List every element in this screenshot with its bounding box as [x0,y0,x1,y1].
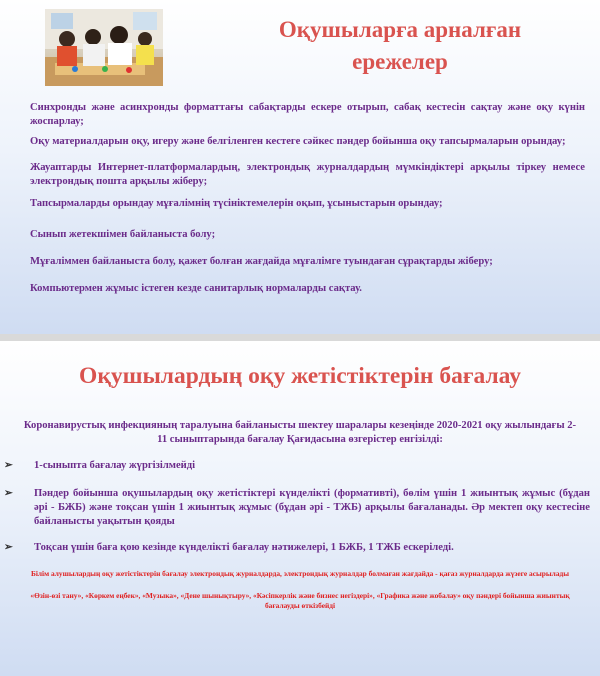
slide-assessment [0,341,600,676]
assessment-bullet: ➢ 1-сыныпта бағалау жүргізілмейді [4,460,196,471]
rule-item: Тапсырмаларды орындау мұғалімнің түсініктемелерін оқып, ұсыныстарын орындау; [30,198,443,209]
rule-item: Компьютермен жұмыс істеген кезде санитарлық нормаларды сақтау. [30,283,362,294]
rule-item: Синхронды және асинхронды форматтағы сабақтарды ескере отырып, сабақ кестесін сақтау және оқу күнін жоспарлау; [30,102,585,127]
arrow-bullet-icon: ➢ [4,460,13,471]
assessment-bullet: ➢ Тоқсан үшін баға қою кезінде күнделікті бағалау нәтижелері, 1 БЖБ, 1 ТЖБ ескеріледі. [4,542,454,553]
assessment-note: Білім алушылардың оқу жетістіктерін бағалау электрондық журналдарда, электрондық журналдар болмаған жағдайда - қағаз журналдарда жүзеге асырылады [30,569,570,578]
assessment-title: Оқушылардың оқу жетістіктерін бағалау [79,363,521,389]
rules-title: Оқушыларға арналған ережелер [278,17,522,74]
arrow-bullet-icon: ➢ [4,542,13,553]
rule-item: Мұғаліммен байланыста болу, қажет болған жағдайда мұғалімге туындаған сұрақтарды жіберу; [30,256,493,267]
rule-item: Сынып жетекшімен байланыста болу; [30,229,216,240]
assessment-bullet: ➢ Пәндер бойынша оқушылардың оқу жетістіктері күнделікті (формативті), бөлім үшін 1 жиынтық жұмыс (бұдан әрі - БЖБ) және тоқсан үшін 1 жиынтық жұмыс (бұдан әрі - ТЖБ) арқылы бағаланады. Әр мектеп оқу кестесіне байланысты уақытын қояды [4,488,590,527]
assessment-note: «Өзін-өзі тану», «Көркем еңбек», «Музыка», «Дене шынықтыру», «Кәсіпкерлік және бизнес негіздері», «Графика және жобалау» оқу пәндері бойынша жиынтық бағалауды өткізбейді [30,591,570,610]
slide-rules [0,0,600,334]
rule-item: Оқу материалдарын оқу, игеру және белгіленген кестеге сәйкес пәндер бойынша оқу тапсырмаларын орындау; [30,136,566,147]
classroom-photo [45,9,163,86]
arrow-bullet-icon: ➢ [4,488,13,499]
rule-item: Жауаптарды Интернет-платформалардың, электрондық журналдардың мүмкіндіктері арқылы тіркеу немесе электрондық пошта арқылы жіберу; [30,162,585,187]
assessment-intro: Коронавирустық инфекцияның таралуына байланысты шектеу шаралары кезеңінде 2020-2021 оқу жылындағы 2-11 сыныптарында бағалау Қағидасына өзгерістер енгізілді: [23,420,577,445]
